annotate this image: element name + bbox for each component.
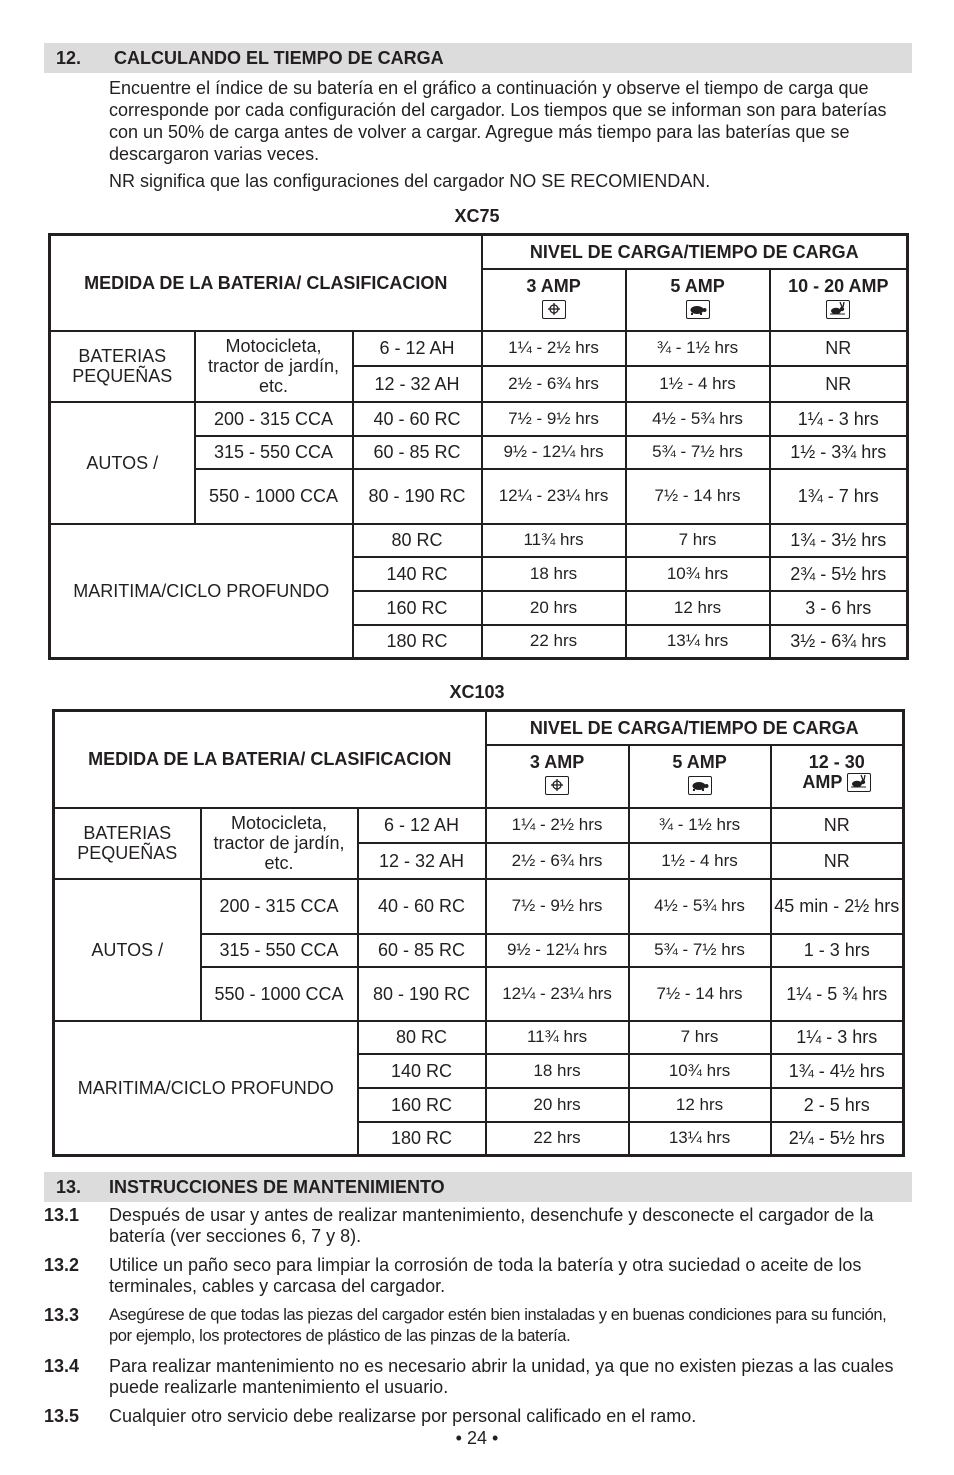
item-text: Utilice un paño seco para limpiar la corrosión de toda la batería y otra suciedad o aceite de los terminales, cables y carcasa del cargador. <box>109 1255 862 1296</box>
cca-cell: 200 - 315 CCA <box>195 402 353 436</box>
item-number: 13.4 <box>44 1356 80 1376</box>
amp-label: 3 AMP <box>526 275 581 296</box>
time-high-amp: 1 - 3 hrs <box>771 934 904 967</box>
header-5-amp <box>626 269 770 331</box>
turtle-icon <box>686 300 710 319</box>
time-5amp: 5¾ - 7½ hrs <box>629 934 771 967</box>
header-charge-level: NIVEL DE CARGA/TIEMPO DE CARGA <box>482 235 908 269</box>
time-3amp: 2½ - 6¾ hrs <box>482 366 626 402</box>
time-high-amp: NR <box>770 366 908 402</box>
time-3amp: 1¼ - 2½ hrs <box>486 808 629 843</box>
time-high-amp: 1¼ - 5 ¾ hrs <box>771 967 904 1021</box>
rabbit-icon <box>826 300 850 319</box>
time-high-amp: NR <box>771 843 904 879</box>
time-3amp: 9½ - 12¼ hrs <box>486 934 629 967</box>
time-5amp: 10¾ hrs <box>629 1054 771 1088</box>
time-5amp: 4½ - 5¾ hrs <box>629 879 771 934</box>
rating-cell: 60 - 85 RC <box>353 436 482 469</box>
rating-cell: 180 RC <box>353 625 482 659</box>
time-3amp: 20 hrs <box>482 591 626 625</box>
time-3amp: 18 hrs <box>486 1054 629 1088</box>
table-title-xc75: XC75 <box>454 206 500 226</box>
time-5amp: 1½ - 4 hrs <box>629 843 771 879</box>
group-autos: AUTOS / <box>54 879 201 1021</box>
group-autos: AUTOS / <box>50 402 195 524</box>
time-3amp: 2½ - 6¾ hrs <box>486 843 629 879</box>
time-high-amp: NR <box>771 808 904 843</box>
amp-label-line1: 12 - 30 <box>808 751 865 772</box>
amp-label: 5 AMP <box>670 275 725 296</box>
rating-cell: 180 RC <box>358 1122 486 1156</box>
time-5amp: 4½ - 5¾ hrs <box>626 402 770 436</box>
rating-cell: 80 - 190 RC <box>358 967 486 1021</box>
time-3amp: 7½ - 9½ hrs <box>482 402 626 436</box>
time-high-amp: 2 - 5 hrs <box>771 1088 904 1122</box>
time-high-amp: 1¾ - 4½ hrs <box>771 1054 904 1088</box>
turtle-icon <box>688 776 712 795</box>
rating-cell: 80 RC <box>353 524 482 557</box>
time-5amp: ¾ - 1½ hrs <box>626 331 770 366</box>
rating-cell: 80 - 190 RC <box>353 469 482 524</box>
time-3amp: 11¾ hrs <box>482 524 626 557</box>
time-3amp: 1¼ - 2½ hrs <box>482 331 626 366</box>
header-12-30-amp <box>771 745 904 808</box>
section-13-header <box>44 1172 912 1202</box>
section-number: 12. <box>56 48 82 68</box>
amp-label: 5 AMP <box>672 751 727 772</box>
cca-cell: 550 - 1000 CCA <box>201 967 358 1021</box>
time-high-amp: 3½ - 6¾ hrs <box>770 625 908 659</box>
page-number: • 24 • <box>455 1428 499 1448</box>
rating-cell: 12 - 32 AH <box>353 366 482 402</box>
section-12-header <box>44 43 912 73</box>
time-5amp: 10¾ hrs <box>626 557 770 591</box>
time-3amp: 18 hrs <box>482 557 626 591</box>
amp-label-line2: AMP <box>802 771 843 792</box>
cca-cell: 315 - 550 CCA <box>195 436 353 469</box>
header-3-amp <box>486 745 629 808</box>
rating-cell: 160 RC <box>353 591 482 625</box>
time-high-amp: 3 - 6 hrs <box>770 591 908 625</box>
group-marine: MARITIMA/CICLO PROFUNDO <box>54 1021 358 1156</box>
amp-label: 3 AMP <box>529 751 585 772</box>
rating-cell: 40 - 60 RC <box>358 879 486 934</box>
header-battery-size: MEDIDA DE LA BATERIA/ CLASIFICACION <box>50 235 482 331</box>
header-10-20-amp <box>770 269 908 331</box>
time-3amp: 12¼ - 23¼ hrs <box>482 469 626 524</box>
time-3amp: 9½ - 12¼ hrs <box>482 436 626 469</box>
rating-cell: 6 - 12 AH <box>358 808 486 843</box>
time-3amp: 11¾ hrs <box>486 1021 629 1054</box>
time-5amp: 13¼ hrs <box>629 1122 771 1156</box>
time-high-amp: 1¾ - 3½ hrs <box>770 524 908 557</box>
time-3amp: 7½ - 9½ hrs <box>486 879 629 934</box>
time-3amp: 22 hrs <box>482 625 626 659</box>
battery-maintain-icon <box>542 300 566 319</box>
cca-cell: 315 - 550 CCA <box>201 934 358 967</box>
time-5amp: 12 hrs <box>629 1088 771 1122</box>
header-3-amp <box>482 269 626 331</box>
time-high-amp: 1¾ - 7 hrs <box>770 469 908 524</box>
cca-cell: 550 - 1000 CCA <box>195 469 353 524</box>
time-high-amp: 45 min - 2½ hrs <box>771 879 904 934</box>
intro-paragraph: Encuentre el índice de su batería en el gráfico a continuación y observe el tiempo de carga que corresponde por cada configuración del cargador. Los tiempos que se informan son para baterías con un 50% de carga antes de volver a cargar. Agregue más tiempo para las baterías que se descargaron varias veces. <box>109 78 887 164</box>
time-5amp: 12 hrs <box>626 591 770 625</box>
time-high-amp: 1½ - 3¾ hrs <box>770 436 908 469</box>
time-5amp: 7½ - 14 hrs <box>629 967 771 1021</box>
time-5amp: 13¼ hrs <box>626 625 770 659</box>
time-high-amp: 2¼ - 5½ hrs <box>771 1122 904 1156</box>
section-title: INSTRUCCIONES DE MANTENIMIENTO <box>109 1177 445 1197</box>
small-battery-types: Motocicleta, tractor de jardín, etc. <box>195 331 353 402</box>
cca-cell: 200 - 315 CCA <box>201 879 358 934</box>
rating-cell: 80 RC <box>358 1021 486 1054</box>
battery-maintain-icon <box>545 776 569 795</box>
group-marine: MARITIMA/CICLO PROFUNDO <box>50 524 353 659</box>
section-number: 13. <box>56 1177 82 1197</box>
rating-cell: 160 RC <box>358 1088 486 1122</box>
section-title: CALCULANDO EL TIEMPO DE CARGA <box>114 48 444 68</box>
rating-cell: 6 - 12 AH <box>353 331 482 366</box>
time-5amp: 1½ - 4 hrs <box>626 366 770 402</box>
time-5amp: 5¾ - 7½ hrs <box>626 436 770 469</box>
item-text: Asegúrese de que todas las piezas del cargador estén bien instaladas y en buenas condiciones para su función, por ejemplo, los protectores de plástico de las pinzas de la batería. <box>109 1306 887 1345</box>
time-high-amp: 2¾ - 5½ hrs <box>770 557 908 591</box>
header-battery-size: MEDIDA DE LA BATERIA/ CLASIFICACION <box>54 711 486 808</box>
charge-table-xc75 <box>48 233 909 660</box>
rating-cell: 140 RC <box>358 1054 486 1088</box>
rabbit-icon <box>847 773 871 792</box>
header-charge-level: NIVEL DE CARGA/TIEMPO DE CARGA <box>486 711 904 745</box>
rating-cell: 40 - 60 RC <box>353 402 482 436</box>
time-3amp: 22 hrs <box>486 1122 629 1156</box>
time-high-amp: 1¼ - 3 hrs <box>771 1021 904 1054</box>
table-title-xc103: XC103 <box>449 682 505 702</box>
group-small-batteries: BATERIAS PEQUEÑAS <box>50 331 195 402</box>
rating-cell: 12 - 32 AH <box>358 843 486 879</box>
time-5amp: 7 hrs <box>626 524 770 557</box>
time-5amp: ¾ - 1½ hrs <box>629 808 771 843</box>
header-5-amp <box>629 745 771 808</box>
group-small-batteries: BATERIAS PEQUEÑAS <box>54 808 201 879</box>
time-5amp: 7½ - 14 hrs <box>626 469 770 524</box>
charge-table-xc103 <box>52 709 905 1157</box>
time-high-amp: NR <box>770 331 908 366</box>
item-number: 13.3 <box>44 1305 80 1325</box>
item-number: 13.2 <box>44 1255 80 1275</box>
amp-label: 10 - 20 AMP <box>788 275 889 296</box>
item-text: Cualquier otro servicio debe realizarse por personal calificado en el ramo. <box>109 1406 697 1426</box>
nr-note: NR significa que las configuraciones del cargador NO SE RECOMIENDAN. <box>109 171 711 191</box>
item-number: 13.1 <box>44 1205 80 1225</box>
small-battery-types: Motocicleta, tractor de jardín, etc. <box>201 808 358 879</box>
rating-cell: 60 - 85 RC <box>358 934 486 967</box>
item-text: Después de usar y antes de realizar mantenimiento, desenchufe y desconecte el cargador de la batería (ver secciones 6, 7 y 8). <box>109 1205 874 1246</box>
time-3amp: 20 hrs <box>486 1088 629 1122</box>
time-5amp: 7 hrs <box>629 1021 771 1054</box>
time-high-amp: 1¼ - 3 hrs <box>770 402 908 436</box>
item-text: Para realizar mantenimiento no es necesario abrir la unidad, ya que no existen piezas a las cuales puede realizarle mantenimiento el usuario. <box>109 1356 894 1397</box>
item-number: 13.5 <box>44 1406 80 1426</box>
rating-cell: 140 RC <box>353 557 482 591</box>
time-3amp: 12¼ - 23¼ hrs <box>486 967 629 1021</box>
